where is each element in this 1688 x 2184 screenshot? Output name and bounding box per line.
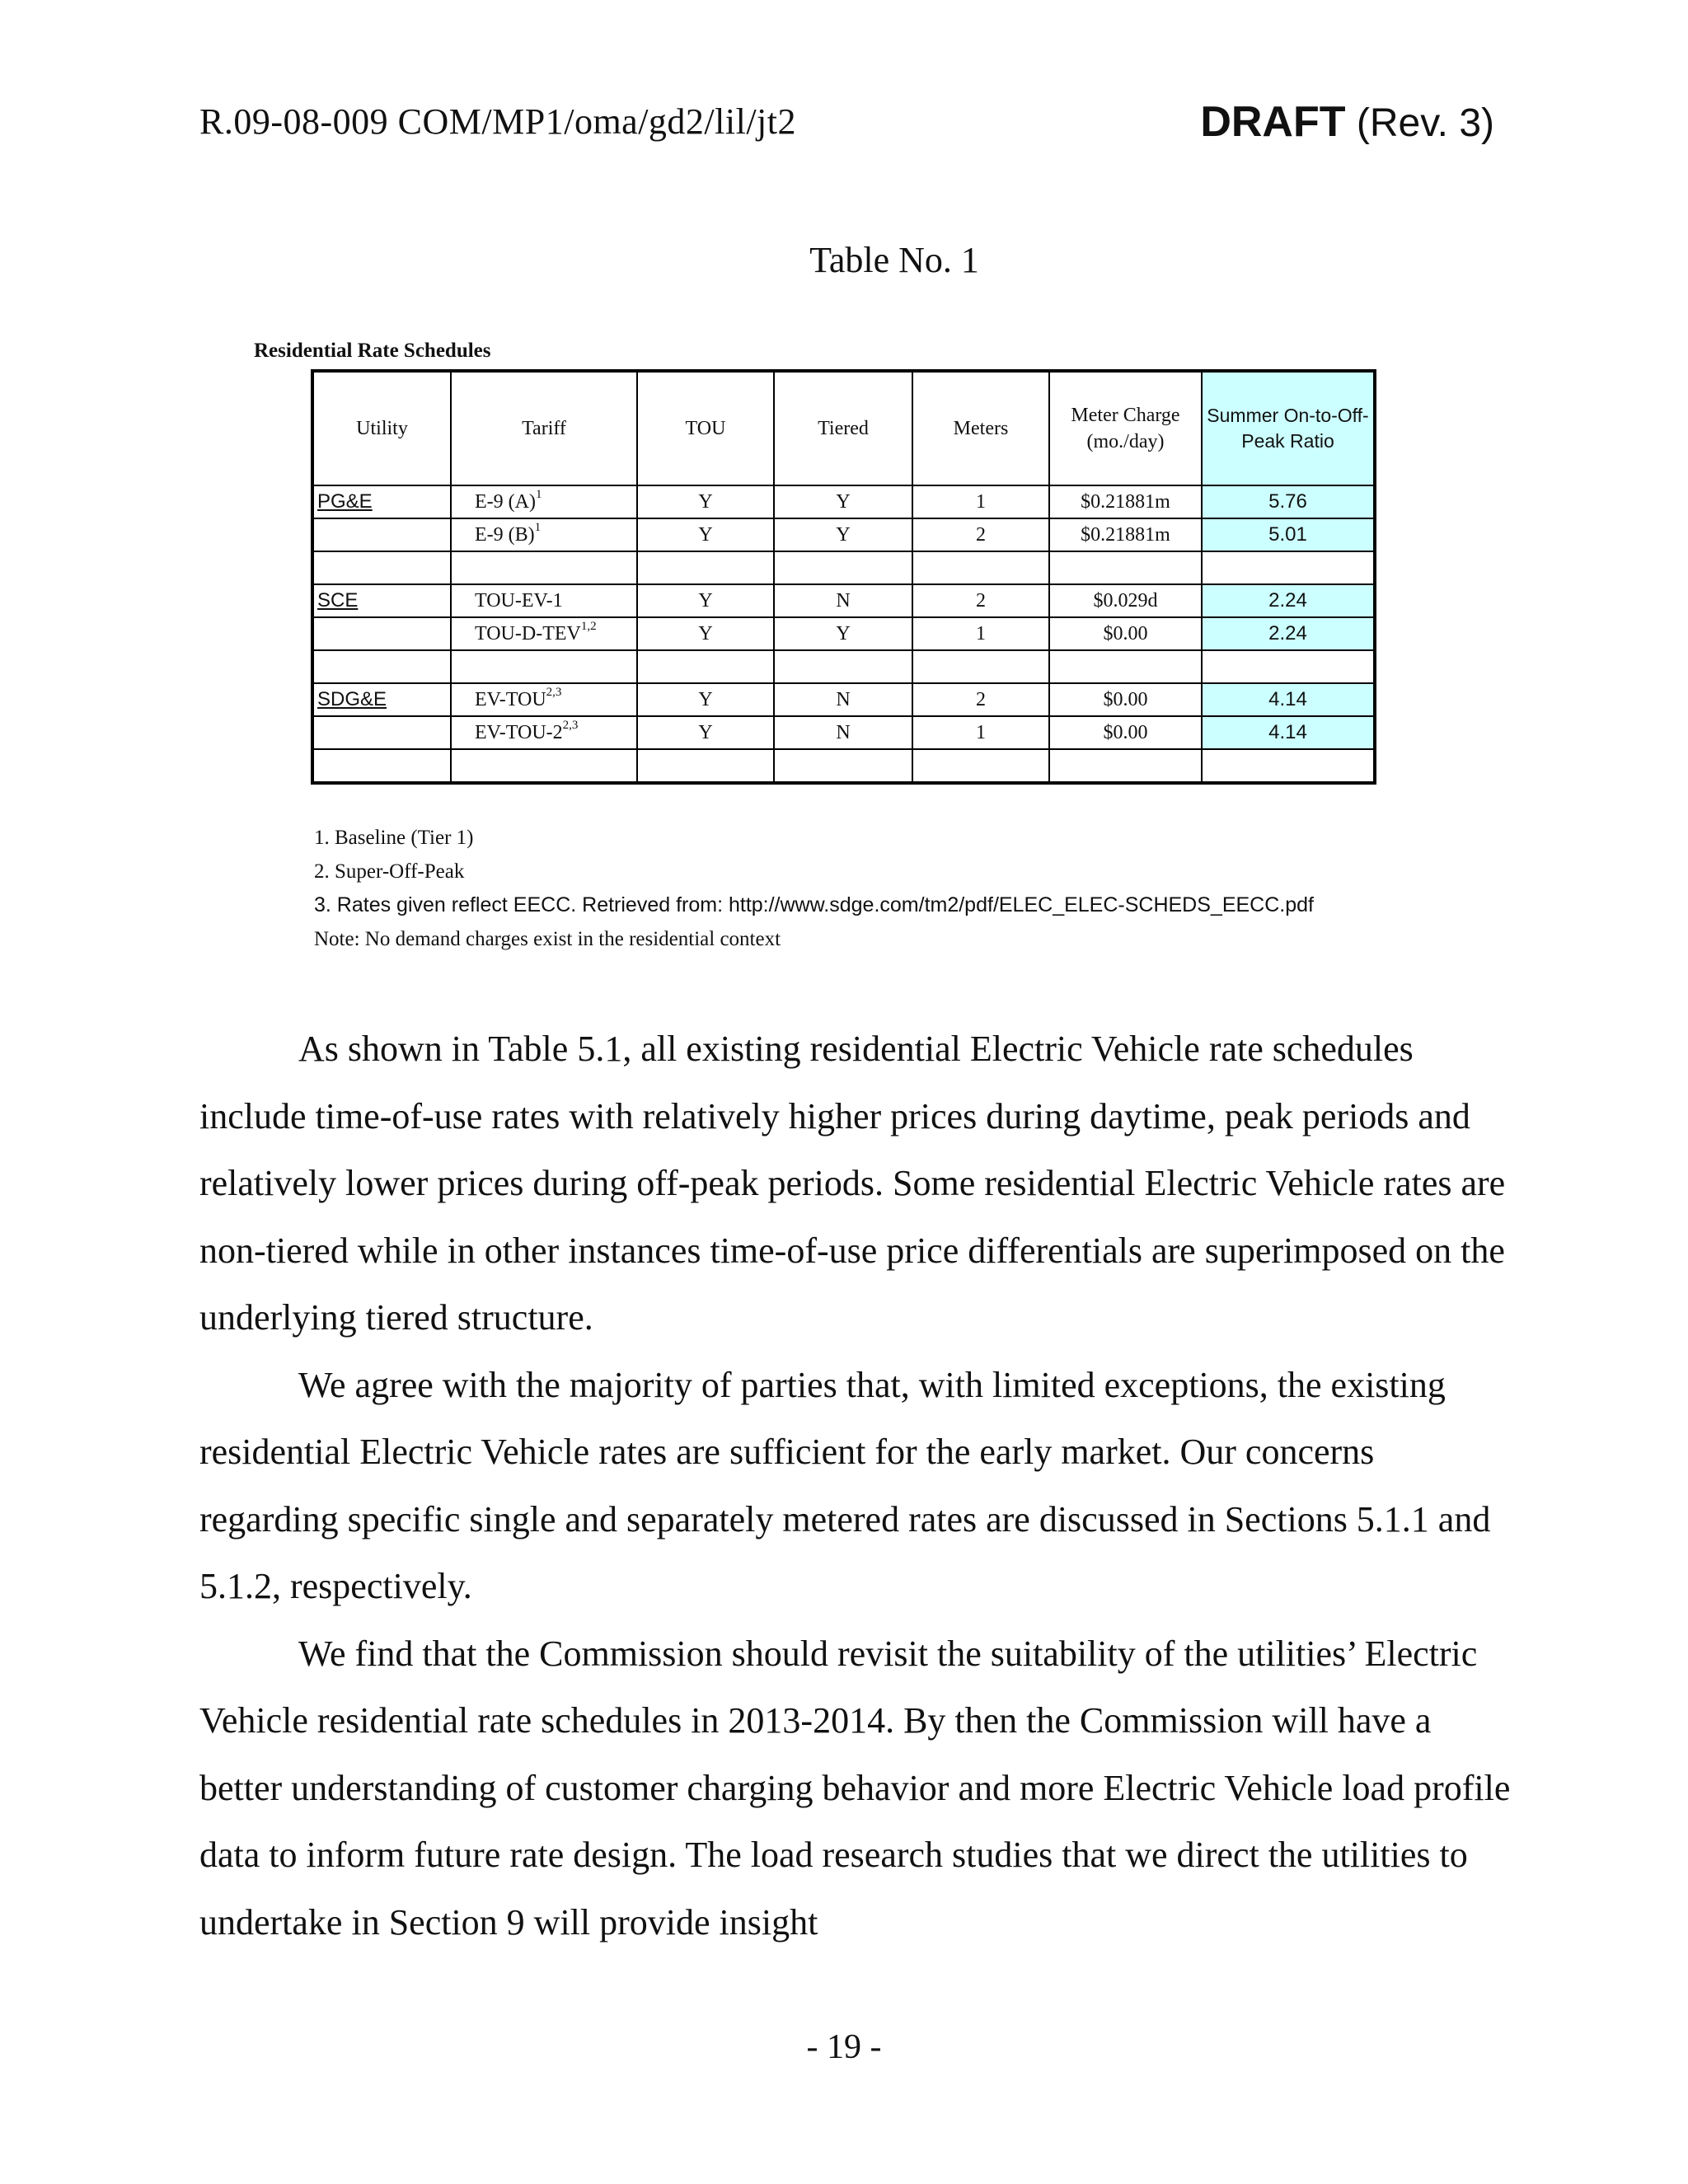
table-notes — [314, 821, 1314, 956]
tariff-name: E-9 (B) — [475, 523, 535, 546]
tiered-cell: Y — [774, 518, 912, 551]
ratio-line2: Peak Ratio — [1241, 430, 1334, 452]
rate-schedule-table — [311, 369, 1376, 785]
tariff-cell — [451, 584, 637, 617]
meter-charge-cell: $0.029d — [1049, 584, 1202, 617]
tariff-cell — [451, 716, 637, 749]
utility-cell: PG&E — [312, 485, 451, 518]
tariff-name: EV-TOU — [475, 688, 546, 710]
meter-charge-cell: $0.00 — [1049, 716, 1202, 749]
paragraph: We agree with the majority of parties that, with limited exceptions, the existing residential Electric Vehicle rates are sufficient for the early market. Our concerns regarding specific single and separately metered rates are discussed in Sections 5.1.1 and 5.1.2, respectively. — [199, 1364, 1491, 1606]
page-number: - 19 - — [806, 2028, 882, 2066]
ratio-cell: 2.24 — [1202, 584, 1375, 617]
tariff-cell — [451, 683, 637, 716]
footnote-note: Note: No demand charges exist in the residential context — [314, 928, 781, 950]
tiered-cell: N — [774, 716, 912, 749]
utility-cell — [312, 716, 451, 749]
tou-cell: Y — [637, 716, 774, 749]
tou-cell: Y — [637, 584, 774, 617]
table-row — [312, 584, 1375, 617]
tariff-name: E-9 (A) — [475, 490, 536, 513]
draft-label: DRAFT — [1200, 98, 1346, 146]
table-row — [312, 683, 1375, 716]
col-tou-header: TOU — [637, 371, 774, 485]
utility-cell — [312, 518, 451, 551]
utility-cell — [312, 617, 451, 650]
spacer-row — [312, 650, 1375, 683]
table-title: Table No. 1 — [809, 240, 979, 280]
col-tiered-header: Tiered — [774, 371, 912, 485]
col-ratio-header — [1202, 371, 1375, 485]
ratio-cell: 2.24 — [1202, 617, 1375, 650]
meters-cell: 1 — [912, 617, 1049, 650]
tariff-footnote: 1 — [535, 487, 542, 501]
utility-cell: SCE — [312, 584, 451, 617]
paragraph: We find that the Commission should revisit the suitability of the utilities’ Electric Vehicle residential rate schedules in 2013-2014. By then the Commission will have a better understanding of customer charging behavior and more Electric Vehicle load profile data to inform future rate design. The load research studies that we direct the utilities to undertake in Section 9 will provide insight — [199, 1633, 1511, 1943]
table-caption: Residential Rate Schedules — [254, 340, 491, 362]
meter-charge-cell: $0.21881m — [1049, 485, 1202, 518]
meters-cell: 1 — [912, 485, 1049, 518]
meters-cell: 2 — [912, 683, 1049, 716]
col-meters-header: Meters — [912, 371, 1049, 485]
footnote-3: 3. Rates given reflect EECC. Retrieved from: http://www.sdge.com/tm2/pdf/ELEC_ELEC-SCHEDS_EECC.pdf — [314, 893, 1314, 916]
col-tariff-header: Tariff — [451, 371, 637, 485]
meters-cell: 2 — [912, 518, 1049, 551]
table-row — [312, 518, 1375, 551]
tiered-cell: N — [774, 683, 912, 716]
tariff-name: TOU-EV-1 — [475, 589, 563, 612]
tou-cell: Y — [637, 683, 774, 716]
docket-header: R.09-08-009 COM/MP1/oma/gd2/lil/jt2 — [199, 101, 796, 142]
tariff-footnote: 2,3 — [546, 685, 562, 699]
spacer-row — [312, 749, 1375, 783]
revision-label: (Rev. 3) — [1356, 101, 1494, 145]
tariff-cell — [451, 617, 637, 650]
tou-cell: Y — [637, 485, 774, 518]
tiered-cell: Y — [774, 617, 912, 650]
tariff-footnote: 1,2 — [580, 619, 597, 633]
tiered-cell: N — [774, 584, 912, 617]
tariff-footnote: 2,3 — [562, 718, 579, 732]
footnote-1: 1. Baseline (Tier 1) — [314, 827, 474, 849]
table-header-row — [312, 371, 1375, 485]
meter-charge-cell: $0.00 — [1049, 683, 1202, 716]
tiered-cell: Y — [774, 485, 912, 518]
col-meter-charge-header — [1049, 371, 1202, 485]
tariff-footnote: 1 — [534, 520, 542, 534]
spacer-row — [312, 551, 1375, 584]
col-utility-header: Utility — [312, 371, 451, 485]
meter-charge-cell: $0.21881m — [1049, 518, 1202, 551]
tariff-name: TOU-D-TEV — [475, 622, 581, 644]
tou-cell: Y — [637, 518, 774, 551]
draft-header — [1200, 97, 1494, 147]
tariff-cell — [451, 485, 637, 518]
table-row — [312, 716, 1375, 749]
ratio-cell: 5.01 — [1202, 518, 1375, 551]
tariff-name: EV-TOU-2 — [475, 721, 563, 743]
table-row — [312, 485, 1375, 518]
footnote-2: 2. Super-Off-Peak — [314, 860, 465, 883]
body-text — [199, 1015, 1518, 1956]
tariff-cell — [451, 518, 637, 551]
meters-cell: 2 — [912, 584, 1049, 617]
meter-charge-line2: (mo./day) — [1086, 431, 1165, 452]
ratio-cell: 4.14 — [1202, 716, 1375, 749]
meter-charge-cell: $0.00 — [1049, 617, 1202, 650]
ratio-cell: 5.76 — [1202, 485, 1375, 518]
table-row — [312, 617, 1375, 650]
ratio-line1: Summer On-to-Off- — [1207, 404, 1369, 426]
paragraph: As shown in Table 5.1, all existing residential Electric Vehicle rate schedules include time-of-use rates with relatively higher prices during daytime, peak periods and relatively lower prices during off-peak periods. Some residential Electric Vehicle rates are non-tiered while in other instances time-of-use price differentials are superimposed on the underlying tiered structure. — [199, 1029, 1506, 1338]
ratio-cell: 4.14 — [1202, 683, 1375, 716]
tou-cell: Y — [637, 617, 774, 650]
meter-charge-line1: Meter Charge — [1071, 404, 1180, 426]
utility-cell: SDG&E — [312, 683, 451, 716]
meters-cell: 1 — [912, 716, 1049, 749]
